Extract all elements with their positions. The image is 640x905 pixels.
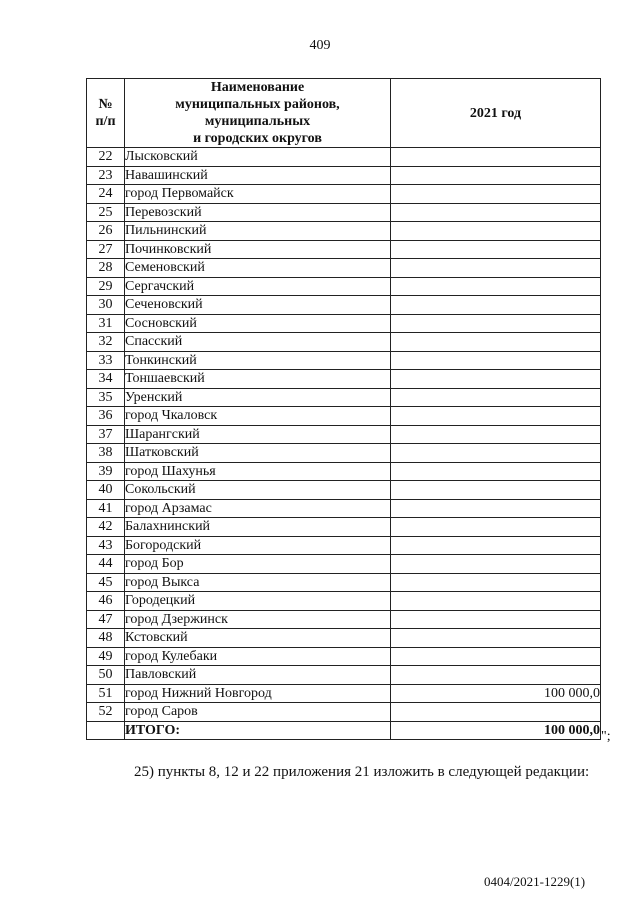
row-name: город Саров [125,703,391,722]
table-row [87,518,601,537]
row-name: город Выкса [125,573,391,592]
row-name: Шарангский [125,425,391,444]
table-row [87,148,601,167]
table-row [87,481,601,500]
row-name: Семеновский [125,259,391,278]
table-row [87,425,601,444]
closing-quote-mark: "; [601,729,611,744]
row-number: 47 [87,610,125,629]
row-value [391,351,601,370]
row-value [391,536,601,555]
table-row [87,407,601,426]
row-name: Пильнинский [125,222,391,241]
row-value [391,296,601,315]
header-name-line: Наименование [210,80,305,95]
row-name: Сеченовский [125,296,391,315]
table-row [87,462,601,481]
row-name: Лысковский [125,148,391,167]
table-row [87,314,601,333]
total-row [87,721,601,740]
table-row [87,166,601,185]
row-value [391,555,601,574]
row-value: 100 000,0 [391,684,601,703]
header-number [87,79,125,148]
table-row [87,573,601,592]
table-row [87,592,601,611]
table-row [87,684,601,703]
page-number: 409 [309,38,331,53]
header-year: 2021 год [391,79,601,148]
row-name: Павловский [125,666,391,685]
table-row [87,222,601,241]
total-value: 100 000,0 [391,721,601,740]
row-number: 42 [87,518,125,537]
row-value [391,592,601,611]
row-number: 46 [87,592,125,611]
row-number: 34 [87,370,125,389]
table-row [87,555,601,574]
row-value [391,518,601,537]
table-row [87,666,601,685]
table-row [87,259,601,278]
row-number: 25 [87,203,125,222]
table-row [87,277,601,296]
row-name: Шатковский [125,444,391,463]
row-number: 29 [87,277,125,296]
table-header-row [87,79,601,148]
allocation-table [86,78,601,740]
row-number: 32 [87,333,125,352]
table-row [87,333,601,352]
row-name: Балахнинский [125,518,391,537]
row-value [391,148,601,167]
row-number: 31 [87,314,125,333]
row-name: город Шахунья [125,462,391,481]
table-row [87,185,601,204]
row-name: город Арзамас [125,499,391,518]
total-label: ИТОГО: [125,721,391,740]
table-row [87,370,601,389]
row-name: Сергачский [125,277,391,296]
row-number: 23 [87,166,125,185]
total-num-cell [87,721,125,740]
table-row [87,647,601,666]
row-number: 24 [87,185,125,204]
row-name: Тонкинский [125,351,391,370]
table-row [87,351,601,370]
row-value [391,573,601,592]
table-row [87,629,601,648]
row-value [391,185,601,204]
header-number-line: п/п [95,114,116,129]
row-number: 30 [87,296,125,315]
row-value [391,277,601,296]
row-number: 22 [87,148,125,167]
row-name: Перевозский [125,203,391,222]
row-value [391,222,601,241]
row-value [391,647,601,666]
row-name: Навашинский [125,166,391,185]
row-number: 36 [87,407,125,426]
row-value [391,333,601,352]
row-name: Уренский [125,388,391,407]
row-number: 49 [87,647,125,666]
row-value [391,203,601,222]
row-name: Городецкий [125,592,391,611]
row-number: 50 [87,666,125,685]
row-value [391,240,601,259]
row-number: 40 [87,481,125,500]
row-value [391,425,601,444]
row-value [391,166,601,185]
row-value [391,259,601,278]
row-number: 37 [87,425,125,444]
row-name: Сокольский [125,481,391,500]
row-number: 26 [87,222,125,241]
row-value [391,610,601,629]
row-number: 38 [87,444,125,463]
row-number: 41 [87,499,125,518]
row-value [391,444,601,463]
row-number: 45 [87,573,125,592]
row-value [391,629,601,648]
row-number: 33 [87,351,125,370]
row-number: 35 [87,388,125,407]
row-value [391,499,601,518]
table-row [87,610,601,629]
row-name: Богородский [125,536,391,555]
table-row [87,240,601,259]
table-row [87,703,601,722]
row-number: 52 [87,703,125,722]
row-value [391,481,601,500]
document-code: 0404/2021-1229(1) [484,874,586,889]
row-number: 43 [87,536,125,555]
header-name-line: муниципальных районов, [175,97,340,112]
table-row [87,536,601,555]
row-name: город Кулебаки [125,647,391,666]
header-number-line: № [98,97,113,112]
instruction-paragraph: 25) пункты 8, 12 и 22 приложения 21 изложить в следующей редакции: [134,764,590,780]
table-row [87,444,601,463]
row-number: 27 [87,240,125,259]
header-name-line: и городских округов [193,131,322,146]
row-value [391,462,601,481]
row-value [391,388,601,407]
row-value [391,703,601,722]
row-number: 48 [87,629,125,648]
row-number: 28 [87,259,125,278]
row-name: город Первомайск [125,185,391,204]
row-name: город Дзержинск [125,610,391,629]
row-number: 39 [87,462,125,481]
table-row [87,388,601,407]
row-value [391,370,601,389]
row-name: Спасский [125,333,391,352]
row-name: Кстовский [125,629,391,648]
row-name: Тоншаевский [125,370,391,389]
row-number: 44 [87,555,125,574]
table-row [87,499,601,518]
row-name: город Нижний Новгород [125,684,391,703]
row-value [391,314,601,333]
row-name: Починковский [125,240,391,259]
table-row [87,296,601,315]
header-name-line: муниципальных [204,114,311,129]
row-value [391,407,601,426]
row-number: 51 [87,684,125,703]
row-value [391,666,601,685]
row-name: город Бор [125,555,391,574]
row-name: город Чкаловск [125,407,391,426]
table-row [87,203,601,222]
row-name: Сосновский [125,314,391,333]
header-name [125,79,391,148]
